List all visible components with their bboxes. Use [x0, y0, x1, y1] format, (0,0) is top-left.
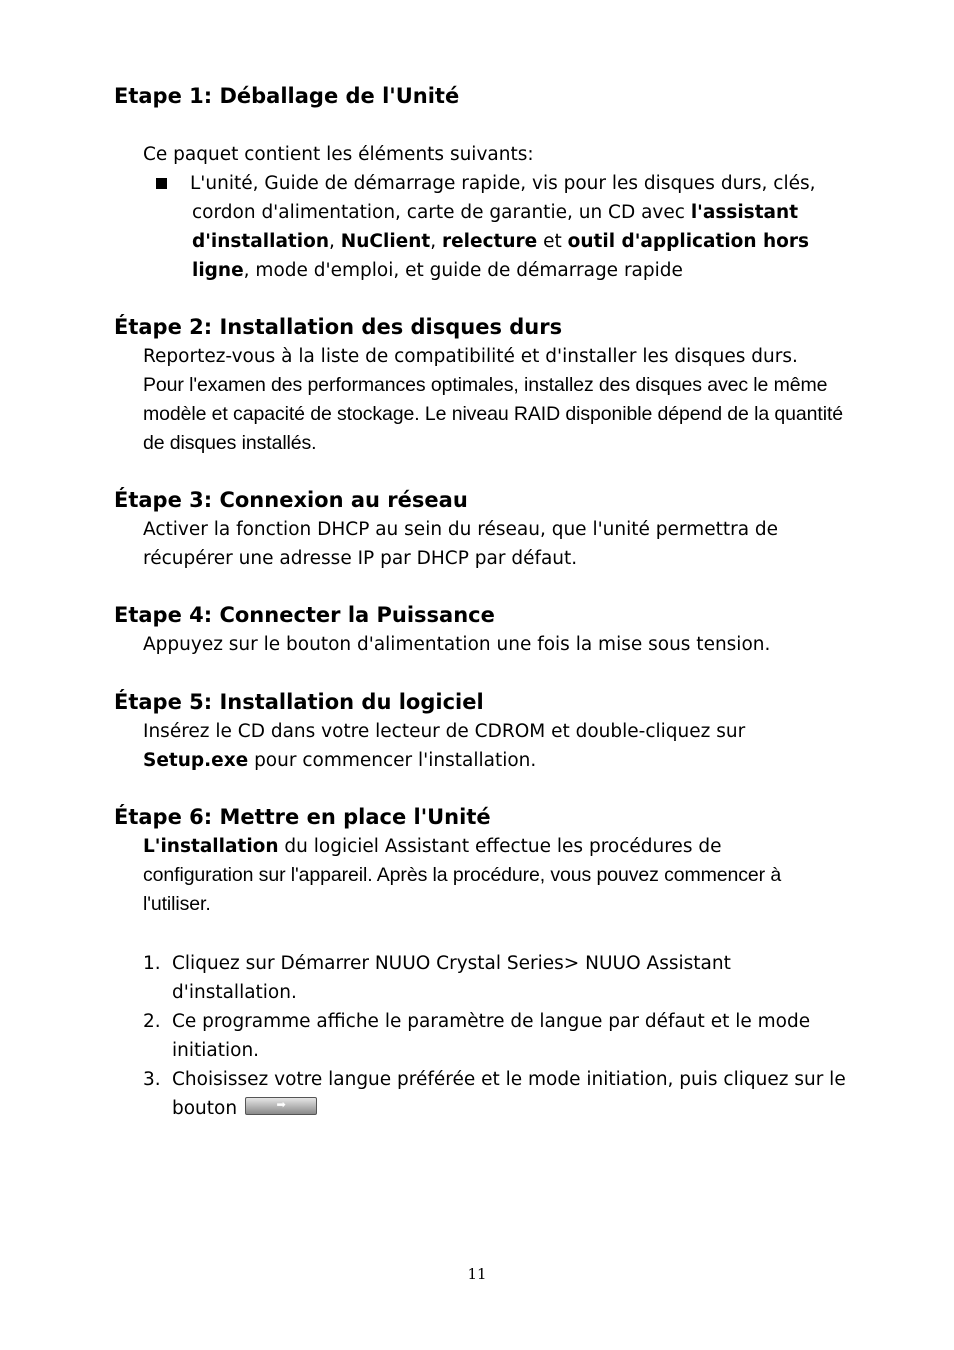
list-item: 1. Cliquez sur Démarrer NUUO Crystal Series> NUUO Assistant d'installation. — [143, 953, 731, 1003]
step1-intro: Ce paquet contient les éléments suivants: — [143, 144, 534, 165]
step3-body: Activer la fonction DHCP au sein du réseau, que l'unité permettra de récupérer une adresse IP par DHCP par défaut. — [143, 519, 779, 569]
bold-relecture: relecture — [442, 231, 538, 252]
page-number: 11 — [467, 1265, 487, 1283]
arrow-right-icon: ➡ — [276, 1098, 286, 1111]
step6-body-line1: L'installation du logiciel Assistant effectue les procédures de — [143, 836, 722, 857]
step2-body: Pour l'examen des performances optimales, installez des disques avec le même modèle et capacité de stockage. Le niveau RAID disponible dépend de la quantité de disques installés. — [143, 374, 844, 454]
bold-setup-exe: Setup.exe — [143, 750, 249, 771]
list-item: 2. Ce programme affiche le paramètre de langue par défaut et le mode initiation. — [143, 1011, 811, 1061]
bold-assistant: l'assistant d'installation — [192, 202, 799, 252]
step2-line1: Reportez-vous à la liste de compatibilité et d'installer les disques durs. — [143, 346, 798, 367]
square-bullet-icon — [156, 178, 167, 189]
bold-outil: outil d'application hors ligne — [192, 231, 810, 281]
step5-heading: Étape 5: Installation du logiciel — [114, 690, 484, 714]
step4-heading: Etape 4: Connecter la Puissance — [114, 603, 495, 627]
step6-heading: Étape 6: Mettre en place l'Unité — [114, 805, 491, 829]
bold-installation: L'installation — [143, 836, 279, 857]
bold-nuclient: NuClient — [340, 231, 431, 252]
setup-steps-list — [143, 949, 848, 1123]
step4-body: Appuyez sur le bouton d'alimentation une fois la mise sous tension. — [143, 634, 771, 655]
package-contents-item: L'unité, Guide de démarrage rapide, vis pour les disques durs, clés, cordon d'alimentation, carte de garantie, un CD avec l'assistant d'installation, NuClient, relecture et outil d'application hors ligne, mode d'emploi, et guide de démarrage rapide — [190, 173, 816, 281]
step2-heading: Étape 2: Installation des disques durs — [114, 315, 563, 339]
list-item: 3. Choisissez votre langue préférée et le mode initiation, puis cliquez sur le bouton ➡ — [143, 1069, 846, 1119]
package-contents-list — [143, 169, 848, 285]
step6-body-rest: configuration sur l'appareil. Après la procédure, vous pouvez commencer à l'utiliser. — [143, 864, 782, 915]
step1-heading: Etape 1: Déballage de l'Unité — [114, 84, 460, 108]
step5-body: Insérez le CD dans votre lecteur de CDROM et double-cliquez sur Setup.exe pour commencer l'installation. — [143, 721, 746, 771]
step3-heading: Étape 3: Connexion au réseau — [114, 488, 468, 512]
next-button[interactable] — [245, 1097, 317, 1115]
